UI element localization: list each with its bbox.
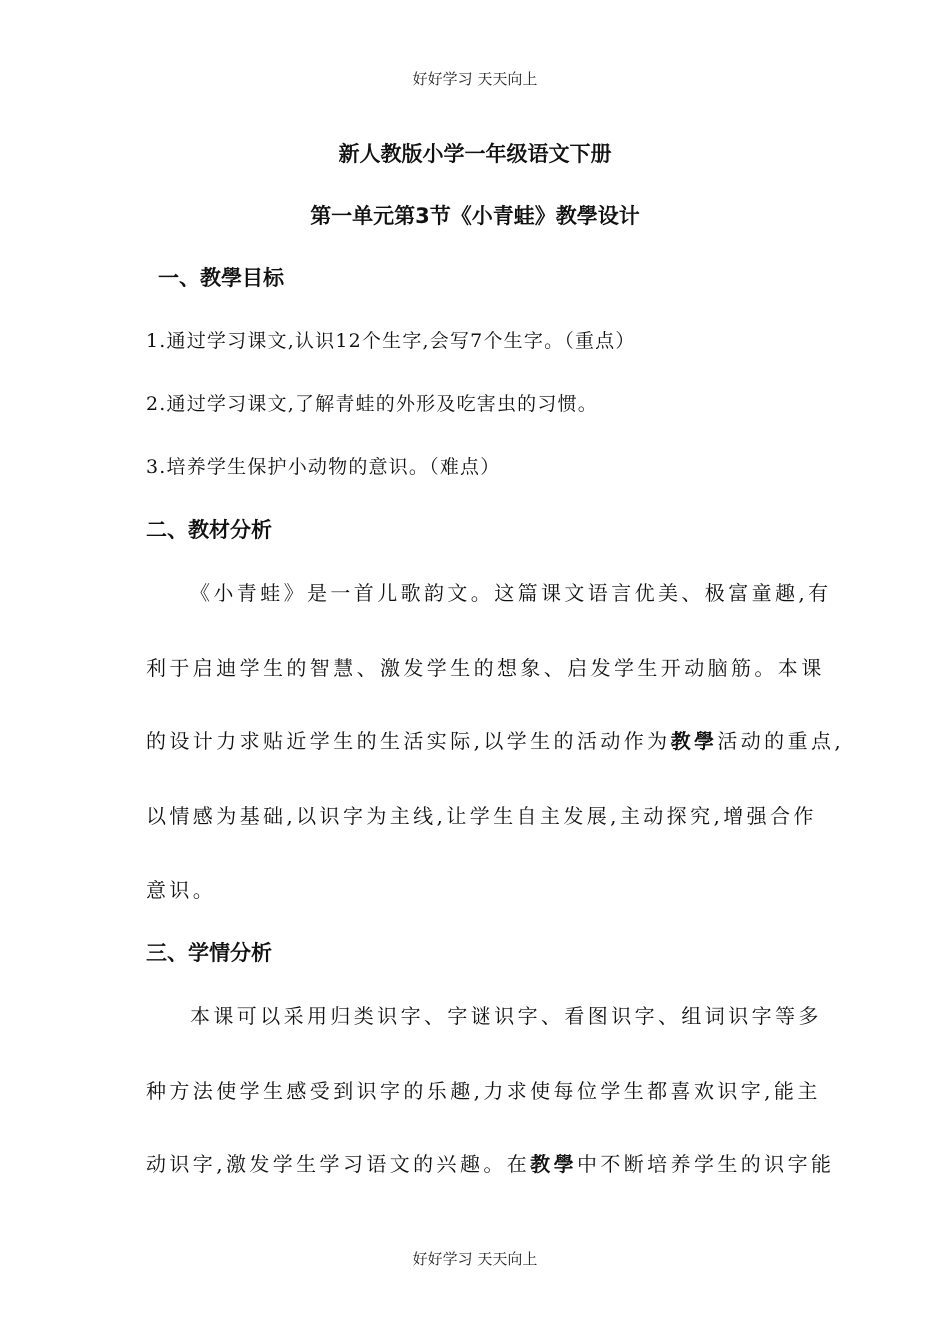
learner-paragraph-line: 种方法使学生感受到识字的乐趣,力求使每位学生都喜欢识字,能主 [146,1079,821,1103]
goal-item-1: 1.通过学习课文,认识12个生字,会写7个生字。（重点） [146,330,636,352]
text-segment: 中不断培养学生的识字能 [576,1152,835,1176]
text-segment: 动识字,激发学生学习语文的兴趣。在 [146,1152,531,1176]
material-paragraph-line: 《小青蛙》是一首儿歌韵文。这篇课文语言优美、极富童趣,有 [190,581,832,605]
goal-item-2: 2.通过学习课文,了解青蛙的外形及吃害虫的习惯。 [146,393,598,415]
material-paragraph-line: 意识。 [146,878,217,902]
text-segment: 的设计力求贴近学生的生活实际,以学生的活动作为 [146,729,671,753]
page-footer: 好好学习 天天向上 [412,1250,538,1268]
section-heading-learner: 三、学情分析 [146,941,272,965]
section-heading-material: 二、教材分析 [146,518,272,542]
goal-item-3: 3.培养学生保护小动物的意识。（难点） [146,456,501,478]
text-segment: 活动的重点, [717,729,845,753]
material-paragraph-line: 利于启迪学生的智慧、激发学生的想象、启发学生开动脑筋。本课 [146,656,825,680]
page-header: 好好学习 天天向上 [412,70,538,88]
emphasis-text: 教學 [530,1152,577,1176]
material-paragraph-line [146,725,844,754]
learner-paragraph-line: 本课可以采用归类识字、字谜识字、看图识字、组词识字等多 [190,1004,822,1028]
section-heading-goals: 一、教學目标 [158,266,284,290]
emphasis-text: 教學 [670,729,718,753]
learner-paragraph-line [146,1148,834,1177]
document-title: 新人教版小学一年级语文下册 [338,142,612,166]
document-subtitle: 第一单元第3节《小青蛙》教學设计 [310,204,640,228]
material-paragraph-line: 以情感为基础,以识字为主线,让学生自主发展,主动探究,增强合作 [146,804,817,828]
